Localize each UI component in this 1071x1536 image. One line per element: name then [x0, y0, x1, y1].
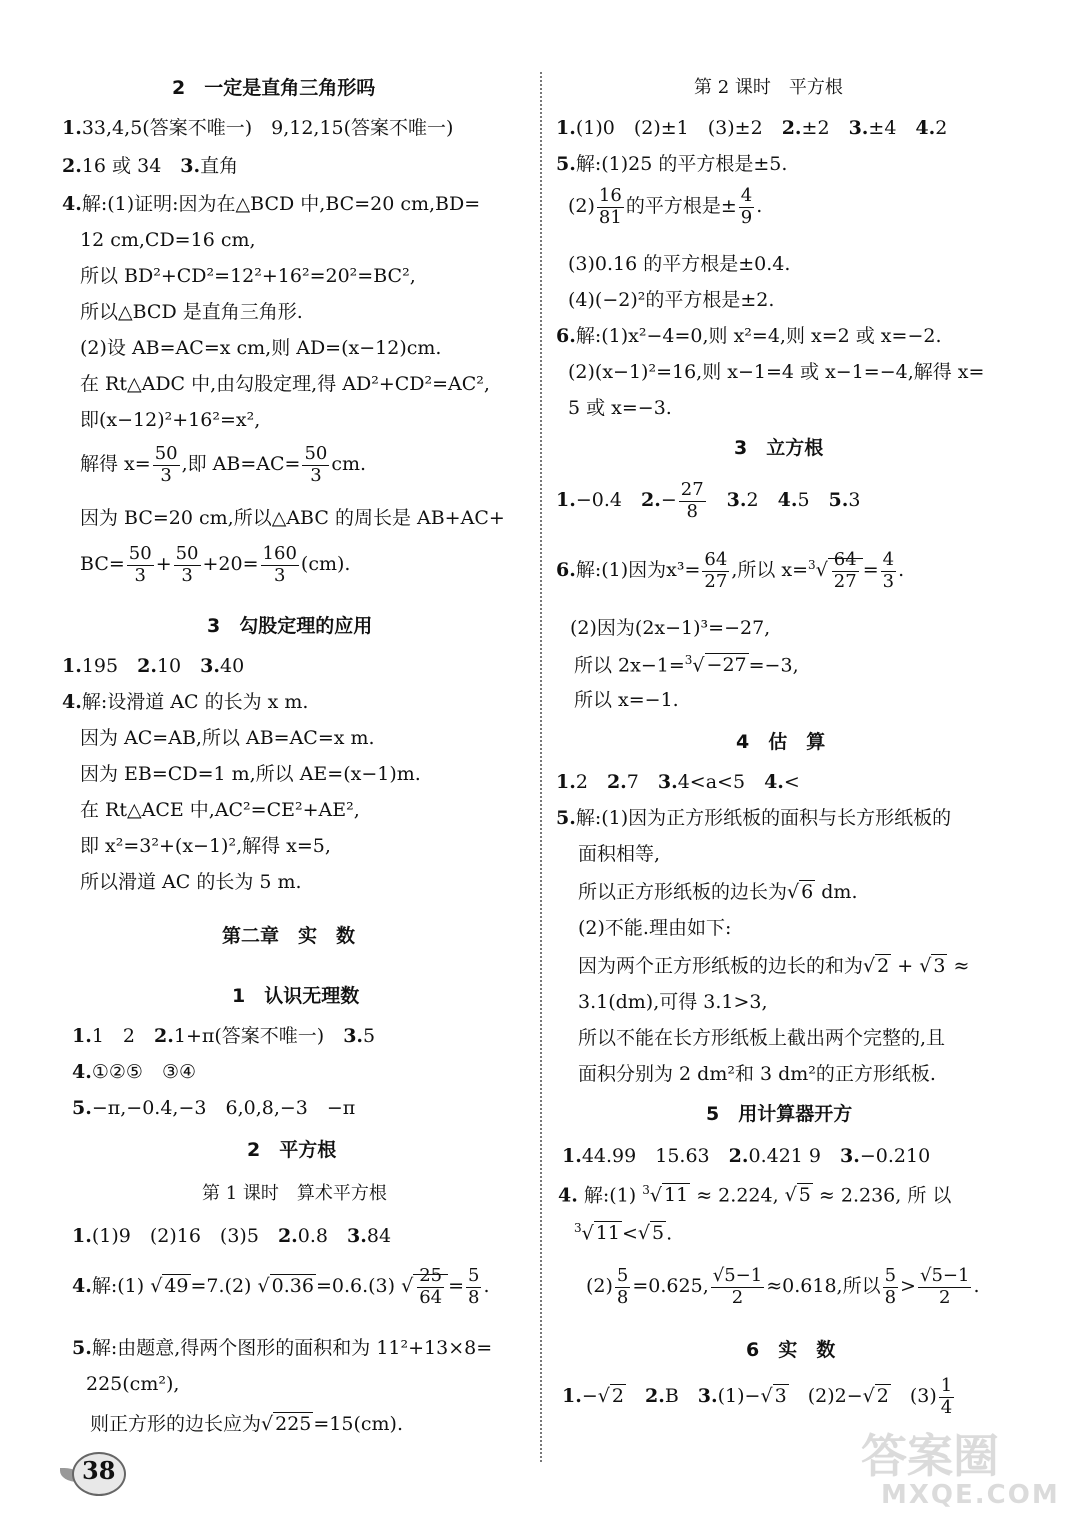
- square-root: √ 225: [261, 1413, 312, 1435]
- answer-line: 因为两个正方形纸板的边长的和为√ 2 + √ 3 ≈: [578, 955, 970, 977]
- section-title: 2 一定是直角三角形吗: [172, 77, 376, 99]
- column-divider: [540, 72, 542, 1462]
- answer-line: 1.33,4,5(答案不唯一) 9,12,15(答案不唯一): [62, 117, 454, 139]
- square-root: √ 6: [787, 881, 814, 903]
- fraction: $\frac{50}{3}$: [304, 443, 328, 486]
- answer-line: (2) $\frac{5}{8}$ =0.625, $\frac{√5-1}{2}$ ≈0.618,所以 $\frac{5}{8}$ > $\frac{√5-1}{2}$ .: [586, 1265, 980, 1308]
- page-number: 38: [82, 1456, 116, 1485]
- square-root: √ 49: [150, 1275, 189, 1298]
- fraction: $\frac{4}{3}$: [882, 549, 895, 592]
- section-title: 3 立方根: [734, 437, 824, 459]
- lesson-title: 第 1 课时 算术平方根: [202, 1183, 387, 1204]
- answer-line: 12 cm,CD=16 cm,: [80, 229, 256, 251]
- answer-line: 则正方形的边长应为√ 225 =15(cm).: [90, 1413, 404, 1435]
- answer-line: 1.−√ 2 2.B 3.(1)−√ 3 (2)2−√ 2 (3) $\frac{1}{4}$: [562, 1375, 953, 1418]
- answer-line: 225(cm²),: [86, 1373, 180, 1395]
- answer-line: 即 x²=3²+(x−1)²,解得 x=5,: [80, 835, 331, 857]
- answer-line: 1.−0.4 2.− $\frac{27}{8}$ 3.2 4.5 5.3: [556, 479, 861, 522]
- answer-line: 1.2 2.7 3.4<a<5 4.<: [556, 771, 800, 793]
- square-root: √ 2: [597, 1385, 624, 1408]
- watermark-logo: 答案圈 MXQE.COM: [861, 1429, 1060, 1510]
- answer-line: 2.16 或 34 3.直角: [62, 155, 239, 177]
- answer-line: 1.(1)0 (2)±1 (3)±2 2.±2 3.±4 4.2: [556, 117, 948, 139]
- section-title: 6 实 数: [746, 1339, 836, 1361]
- fraction: $\frac{5}{8}$: [468, 1265, 480, 1308]
- chapter-title: 第二章 实 数: [222, 925, 356, 947]
- answer-line: 即(x−12)²+16²=x²,: [80, 409, 261, 431]
- answer-line: 5.解:由题意,得两个图形的面积和为 11²+13×8=: [72, 1337, 493, 1359]
- fraction: $\frac{50}{3}$: [128, 543, 152, 586]
- answer-line: 面积分别为 2 dm²和 3 dm²的正方形纸板.: [578, 1063, 936, 1085]
- answer-line: (2) $\frac{16}{81}$ 的平方根是± $\frac{4}{9}$ .: [568, 185, 763, 228]
- answer-line: 所以滑道 AC 的长为 5 m.: [80, 871, 302, 893]
- answer-line: 3.1(dm),可得 3.1>3,: [578, 991, 768, 1013]
- fraction: $\frac{5}{8}$: [884, 1265, 897, 1308]
- page-number-badge: [60, 1448, 130, 1496]
- section-title: 1 认识无理数: [232, 985, 360, 1007]
- fraction: $\frac{16}{81}$: [598, 185, 622, 228]
- answer-line: 在 Rt△ADC 中,由勾股定理,得 AD²+CD²=AC²,: [80, 373, 490, 395]
- lesson-title: 第 2 课时 平方根: [694, 77, 843, 98]
- cube-root: $^3$√ 11: [574, 1221, 620, 1245]
- answer-line: $^3$√ 11 <√ 5 .: [574, 1221, 673, 1245]
- answer-line: 因为 AC=AB,所以 AB=AC=x m.: [80, 727, 375, 749]
- answer-line: 1.1 2 2.1+π(答案不唯一) 3.5: [72, 1025, 376, 1047]
- fraction: $\frac{√5-1}{2}$: [712, 1265, 763, 1308]
- fraction: $\frac{160}{3}$: [262, 543, 297, 586]
- answer-line: 所以 x=−1.: [574, 689, 679, 711]
- section-title: 2 平方根: [247, 1139, 337, 1161]
- square-root: √ 2: [862, 1385, 889, 1408]
- answer-line: 因为 EB=CD=1 m,所以 AE=(x−1)m.: [80, 763, 421, 785]
- answer-line: 4.解:(1)证明:因为在△BCD 中,BC=20 cm,BD=: [62, 193, 481, 215]
- answer-line: 4.解:设滑道 AC 的长为 x m.: [62, 691, 309, 713]
- answer-line: 6.解:(1)x²−4=0,则 x²=4,则 x=2 或 x=−2.: [556, 325, 942, 347]
- answer-line: 4.①②⑤ ③④: [72, 1061, 197, 1083]
- answer-line: (3)0.16 的平方根是±0.4.: [568, 253, 791, 275]
- answer-line: 所以不能在长方形纸板上截出两个完整的,且: [578, 1027, 946, 1049]
- answer-line: (2)因为(2x−1)³=−27,: [570, 617, 771, 639]
- fraction: $\frac{5}{8}$: [616, 1265, 629, 1308]
- fraction: $\frac{64}{27}$: [833, 549, 857, 592]
- cube-root: $^3$√ 11: [642, 1183, 689, 1207]
- section-title: 3 勾股定理的应用: [207, 615, 373, 637]
- square-root: √ 5: [784, 1184, 811, 1207]
- square-root: √ 0.36: [257, 1275, 314, 1298]
- fraction: $\frac{√5-1}{2}$: [919, 1265, 970, 1308]
- answer-line: (2)设 AB=AC=x cm,则 AD=(x−12)cm.: [80, 337, 442, 359]
- square-root: √ 3: [760, 1385, 787, 1408]
- answer-line: 5 或 x=−3.: [568, 397, 672, 419]
- square-root: √ 3: [919, 955, 946, 977]
- answer-line: 所以 2x−1=$^3$√ −27 =−3,: [574, 653, 799, 677]
- fraction: $\frac{27}{8}$: [680, 479, 704, 522]
- square-root: √ $\frac{25}{64}$: [401, 1266, 448, 1308]
- answer-line: 所以△BCD 是直角三角形.: [80, 301, 303, 323]
- answer-line: 5.解:(1)25 的平方根是±5.: [556, 153, 788, 175]
- answer-line: 1.(1)9 (2)16 (3)5 2.0.8 3.84: [72, 1225, 392, 1247]
- fraction: $\frac{50}{3}$: [154, 443, 178, 486]
- section-title: 4 估 算: [736, 731, 826, 753]
- answer-line: 1.44.99 15.63 2.0.421 9 3.−0.210: [562, 1145, 931, 1167]
- answer-line: 4. 解:(1) $^3$√ 11 ≈ 2.224, √ 5 ≈ 2.236, 所 以: [558, 1183, 952, 1207]
- square-root: √ 2: [863, 955, 890, 977]
- square-root: √ 5: [637, 1222, 665, 1245]
- cube-root: $^3$√ −27: [684, 653, 747, 677]
- answer-line: 5.解:(1)因为正方形纸板的面积与长方形纸板的: [556, 807, 952, 829]
- fraction: $\frac{50}{3}$: [175, 543, 199, 586]
- fraction: $\frac{25}{64}$: [419, 1265, 443, 1308]
- answer-line: 因为 BC=20 cm,所以△ABC 的周长是 AB+AC+: [80, 507, 505, 529]
- fraction: $\frac{4}{9}$: [740, 185, 753, 228]
- answer-line: (2)(x−1)²=16,则 x−1=4 或 x−1=−4,解得 x=: [568, 361, 985, 383]
- answer-line: 1.195 2.10 3.40: [62, 655, 245, 677]
- cube-root: $^3$√ $\frac{64}{27}$: [808, 550, 863, 592]
- answer-line: BC= $\frac{50}{3}$ + $\frac{50}{3}$ +20= $\frac{160}{3}$ (cm).: [80, 543, 351, 586]
- answer-line: 在 Rt△ACE 中,AC²=CE²+AE²,: [80, 799, 360, 821]
- answer-line: 4.解:(1) √ 49 =7.(2) √ 0.36 =0.6.(3) √ $\frac{25}{64}$ = $\frac{5}{8}$ .: [72, 1265, 490, 1308]
- answer-line: 6.解:(1)因为x³= $\frac{64}{27}$ ,所以 x=$^3$√ $\frac{64}{27}$ = $\frac{4}{3}$ .: [556, 549, 905, 592]
- section-title: 5 用计算器开方: [706, 1103, 853, 1125]
- answer-line: 所以正方形纸板的边长为√ 6 dm.: [578, 881, 858, 903]
- fraction: $\frac{1}{4}$: [940, 1375, 953, 1418]
- answer-line: (4)(−2)²的平方根是±2.: [568, 289, 775, 311]
- answer-line: (2)不能.理由如下:: [578, 917, 732, 939]
- answer-line: 面积相等,: [578, 843, 661, 865]
- fraction: $\frac{64}{27}$: [704, 549, 728, 592]
- answer-line: 5.−π,−0.4̇,−3 6,0,8,−3 −π: [72, 1097, 356, 1119]
- answer-line: 解得 x= $\frac{50}{3}$ ,即 AB=AC= $\frac{50}{3}$ cm.: [80, 443, 367, 486]
- answer-line: 所以 BD²+CD²=12²+16²=20²=BC²,: [80, 265, 416, 287]
